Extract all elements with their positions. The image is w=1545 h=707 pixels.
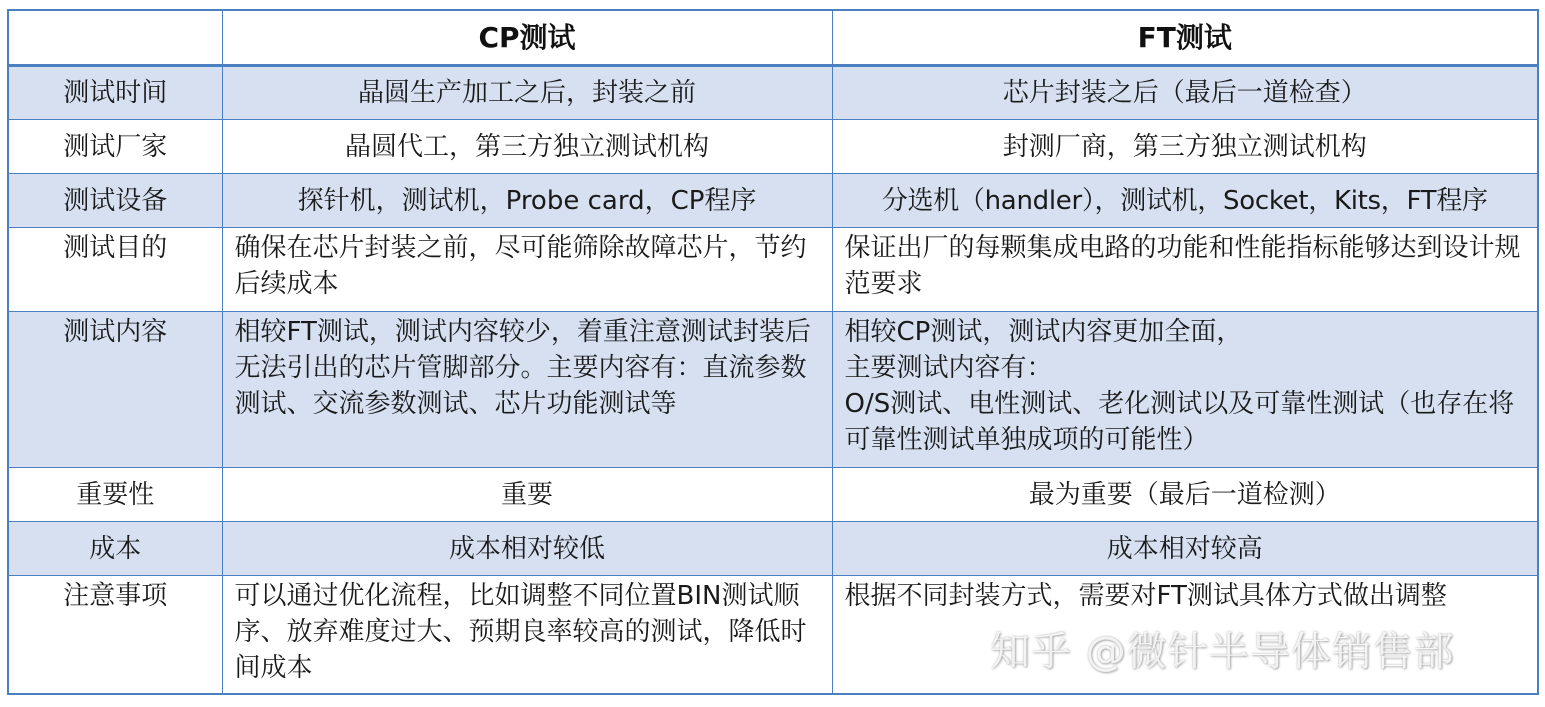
header-cp: CP测试 bbox=[222, 10, 832, 66]
cp-cell: 重要 bbox=[222, 468, 832, 522]
row-label: 测试设备 bbox=[8, 174, 222, 228]
row-label: 测试目的 bbox=[8, 228, 222, 312]
row-label: 成本 bbox=[8, 522, 222, 576]
cp-cell: 探针机，测试机，Probe card，CP程序 bbox=[222, 174, 832, 228]
table-row bbox=[8, 228, 1538, 312]
cp-cell: 可以通过优化流程，比如调整不同位置BIN测试顺序、放弃难度过大、预期良率较高的测试，降低时间成本 bbox=[222, 576, 832, 694]
comparison-table bbox=[7, 9, 1539, 695]
ft-cell: 根据不同封装方式，需要对FT测试具体方式做出调整 bbox=[832, 576, 1538, 694]
cp-cell: 确保在芯片封装之前，尽可能筛除故障芯片，节约后续成本 bbox=[222, 228, 832, 312]
table-row bbox=[8, 174, 1538, 228]
ft-cell: 分选机（handler），测试机，Socket，Kits，FT程序 bbox=[832, 174, 1538, 228]
ft-cell: 最为重要（最后一道检测） bbox=[832, 468, 1538, 522]
table-row bbox=[8, 522, 1538, 576]
table-row bbox=[8, 312, 1538, 468]
ft-cell: 封测厂商，第三方独立测试机构 bbox=[832, 120, 1538, 174]
cp-cell: 成本相对较低 bbox=[222, 522, 832, 576]
table-row bbox=[8, 576, 1538, 694]
cp-cell: 晶圆代工，第三方独立测试机构 bbox=[222, 120, 832, 174]
ft-cell: 相较CP测试，测试内容更加全面， 主要测试内容有： O/S测试、电性测试、老化测试以及可靠性测试（也存在将可靠性测试单独成项的可能性） bbox=[832, 312, 1538, 468]
row-label: 测试内容 bbox=[8, 312, 222, 468]
ft-cell: 保证出厂的每颗集成电路的功能和性能指标能够达到设计规范要求 bbox=[832, 228, 1538, 312]
cp-cell: 晶圆生产加工之后，封装之前 bbox=[222, 66, 832, 120]
header-ft: FT测试 bbox=[832, 10, 1538, 66]
header-corner bbox=[8, 10, 222, 66]
table-row bbox=[8, 468, 1538, 522]
row-label: 测试时间 bbox=[8, 66, 222, 120]
table-row bbox=[8, 120, 1538, 174]
cp-cell: 相较FT测试，测试内容较少，着重注意测试封装后无法引出的芯片管脚部分。主要内容有：直流参数测试、交流参数测试、芯片功能测试等 bbox=[222, 312, 832, 468]
ft-cell: 成本相对较高 bbox=[832, 522, 1538, 576]
row-label: 测试厂家 bbox=[8, 120, 222, 174]
comparison-table-wrapper bbox=[7, 9, 1537, 695]
table-header-row bbox=[8, 10, 1538, 66]
table-row bbox=[8, 66, 1538, 120]
ft-cell: 芯片封装之后（最后一道检查） bbox=[832, 66, 1538, 120]
watermark: 知乎 @微针半导体销售部 bbox=[990, 629, 1455, 675]
row-label: 注意事项 bbox=[8, 576, 222, 694]
row-label: 重要性 bbox=[8, 468, 222, 522]
